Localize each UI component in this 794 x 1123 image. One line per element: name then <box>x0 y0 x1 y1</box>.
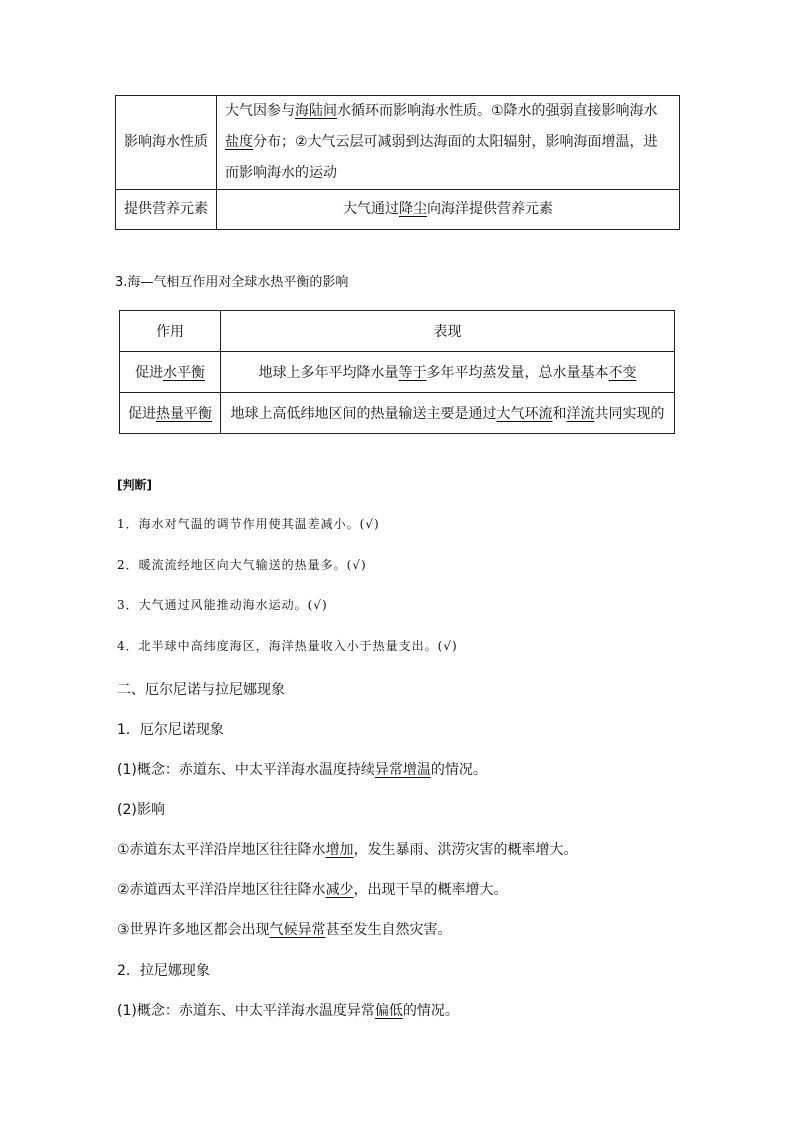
row-label: 提供营养元素 <box>116 190 217 230</box>
judgement-heading: [判断] <box>117 478 152 492</box>
balance-table <box>119 310 675 434</box>
ocean-atmosphere-table <box>115 95 680 230</box>
text-fragment: ②赤道西太平洋沿岸地区往往降水 <box>117 882 326 898</box>
text-fragment: ①赤道东太平洋沿岸地区往往降水 <box>117 842 326 858</box>
table-row <box>116 96 680 190</box>
table-header-row <box>120 311 675 352</box>
judgement-item: 2．暖流流经地区向大气输送的热量多。(√) <box>117 558 367 572</box>
underlined-keyword: 海陆间 <box>295 103 337 119</box>
text-fragment: ，发生暴雨、洪涝灾害的概率增大。 <box>353 842 578 858</box>
judgement-item: 1．海水对气温的调节作用使其温差减小。(√) <box>117 517 380 531</box>
underlined-keyword: 增加 <box>325 842 354 858</box>
la-nina-heading: 2．拉尼娜现象 <box>117 963 210 979</box>
text-fragment: (1)概念：赤道东、中太平洋海水温度异常 <box>117 1003 375 1019</box>
row-content <box>221 352 675 393</box>
row-label <box>120 352 221 393</box>
underlined-keyword: 减少 <box>325 882 354 898</box>
text-fragment: 多年平均蒸发量，总水量基本 <box>426 365 609 381</box>
underlined-keyword: 盐度 <box>225 134 253 150</box>
text-fragment: 的情况。 <box>402 1003 459 1019</box>
judgement-item: 3．大气通过风能推动海水运动。(√) <box>117 598 328 612</box>
text-fragment: ③世界许多地区都会出现 <box>117 922 270 938</box>
text-fragment: 地球 <box>258 365 287 381</box>
section-two-title: 二、厄尔尼诺与拉尼娜现象 <box>117 682 285 698</box>
text-fragment: 向海洋提供营养元素 <box>427 201 553 217</box>
la-nina-concept <box>117 1000 459 1020</box>
text-fragment: 促进 <box>135 365 163 381</box>
underlined-keyword: 等于 <box>398 365 427 381</box>
row-label <box>120 393 221 434</box>
section-3-title: 3.海—气相互作用对全球水热平衡的影响 <box>115 275 349 290</box>
el-nino-heading: 1．厄尔尼诺现象 <box>117 722 224 738</box>
text-fragment: 上多年平均降水量 <box>286 365 399 381</box>
table-row <box>120 352 675 393</box>
underlined-keyword: 大气环流 <box>496 406 553 422</box>
text-fragment: 大气因参与 <box>225 103 295 119</box>
impact-item <box>117 839 578 859</box>
text-fragment: ，出现干旱的概率增大。 <box>353 882 508 898</box>
table-row <box>120 393 675 434</box>
el-nino-concept <box>117 759 487 779</box>
impact-item <box>117 919 452 939</box>
underlined-keyword: 热量平衡 <box>156 406 212 422</box>
header-cell: 作用 <box>120 311 221 352</box>
row-content <box>217 96 680 190</box>
underlined-keyword: 不变 <box>608 365 637 381</box>
judgement-item: 4．北半球中高纬度海区，海洋热量收入小于热量支出。(√) <box>117 639 458 653</box>
underlined-keyword: 异常增温 <box>374 762 431 778</box>
text-fragment: (1)概念：赤道东、中太平洋海水温度持续 <box>117 762 375 778</box>
text-fragment: 大气通过 <box>343 201 399 217</box>
table-row <box>116 190 680 230</box>
underlined-keyword: 水平衡 <box>163 365 205 381</box>
underlined-keyword: 洋流 <box>566 406 595 422</box>
text-fragment: 的情况。 <box>430 762 487 778</box>
underlined-keyword: 偏低 <box>374 1003 403 1019</box>
text-fragment: 地球上高低纬地区间的热量输送主要是通过 <box>230 406 497 422</box>
header-cell: 表现 <box>221 311 675 352</box>
underlined-keyword: 气候异常 <box>269 922 326 938</box>
text-fragment: 分布；②大气云层可减弱到达海面的太阳辐射，影响海面增温，进而影响海水的运动 <box>225 134 658 181</box>
impact-heading: (2)影响 <box>117 802 165 818</box>
impact-item <box>117 879 508 899</box>
text-fragment: 共同实现的 <box>594 406 665 422</box>
text-fragment: 水循环而影响海水性质。①降水的强弱直接影响海水 <box>337 103 658 119</box>
row-label: 影响海水性质 <box>116 96 217 190</box>
text-fragment: 促进 <box>128 406 156 422</box>
row-content <box>217 190 680 230</box>
row-content <box>221 393 675 434</box>
text-fragment: 和 <box>552 406 567 422</box>
underlined-keyword: 降尘 <box>399 201 427 217</box>
text-fragment: 甚至发生自然灾害。 <box>325 922 452 938</box>
